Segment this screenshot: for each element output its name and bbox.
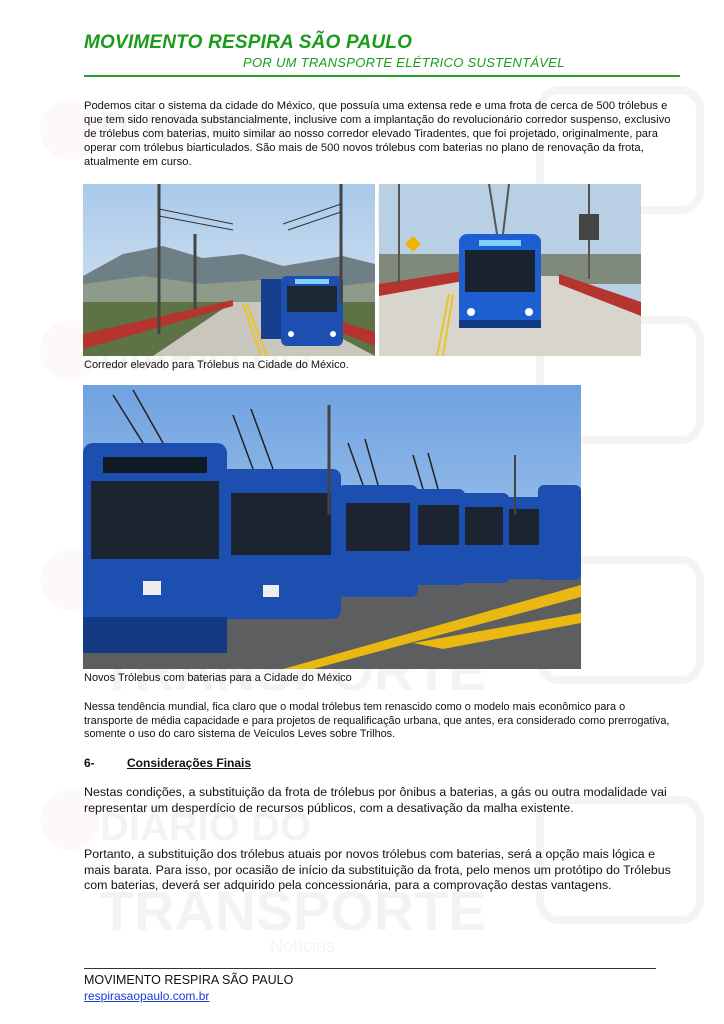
- photo-elevated-corridor-right: [379, 184, 641, 356]
- paragraph-conclusion: Portanto, a substituição dos trólebus atuais por novos trólebus com baterias, será a opção mais lógica e mais barata. Para isso, por ocasião de início da substituição da frota, pelo menos um protótipo do Trólebus com baterias, deverá ser adquirido pela concessionária, para a comprovação destas vantagens.: [84, 847, 671, 892]
- paragraph-conditions: Nestas condições, a substituição da frota de trólebus por ônibus a baterias, a gás ou outra modalidade vai representar um desperdício de recursos públicos, com a desativação da malha existente.: [84, 785, 667, 815]
- paragraph-mexico-system: Podemos citar o sistema da cidade do México, que possuía uma extensa rede e uma frota de cerca de 500 trólebus e que tem sido renovada substancialmente, inclusive com a implantação do revolucionário corredor suspenso, exclusivo de trólebus com baterias, muito similar ao nosso corredor elevado Tiradentes, que foi projetado, originalmente, para operar com trólebus biarticulados. São mais de 500 novos trólebus com baterias no plano de renovação da frota, atualmente em curso.: [84, 100, 671, 168]
- photo-elevated-corridor-left: [83, 184, 375, 356]
- header-divider: [84, 75, 680, 77]
- bus-icon: [459, 234, 541, 328]
- footer-divider: [84, 968, 656, 969]
- section-title: Considerações Finais: [127, 756, 252, 770]
- bus-icon: [261, 276, 343, 346]
- header-title: MOVIMENTO RESPIRA SÃO PAULO: [84, 32, 413, 53]
- header-subtitle: POR UM TRANSPORTE ELÉTRICO SUSTENTÁVEL: [243, 55, 565, 70]
- photo-new-trolleybus-fleet: [83, 385, 581, 669]
- paragraph-world-trend: Nessa tendência mundial, fica claro que o modal trólebus tem renascido como o modelo mais econômico para o transporte de média capacidade e para projetos de requalificação urbana, que antes, era considerado como prerrogativa, somente o uso do caro sistema de Veículos Leves sobre Trilhos.: [84, 701, 670, 740]
- caption-new-trolleybus: Novos Trólebus com baterias para a Cidade do México: [84, 672, 352, 684]
- footer-name: MOVIMENTO RESPIRA SÃO PAULO: [84, 973, 294, 987]
- caption-elevated-corridor: Corredor elevado para Trólebus na Cidade do México.: [84, 359, 349, 371]
- watermark-line-9: [270, 936, 335, 956]
- footer-website-link[interactable]: respirasaopaulo.com.br: [84, 989, 210, 1003]
- section-number: 6-: [84, 756, 95, 770]
